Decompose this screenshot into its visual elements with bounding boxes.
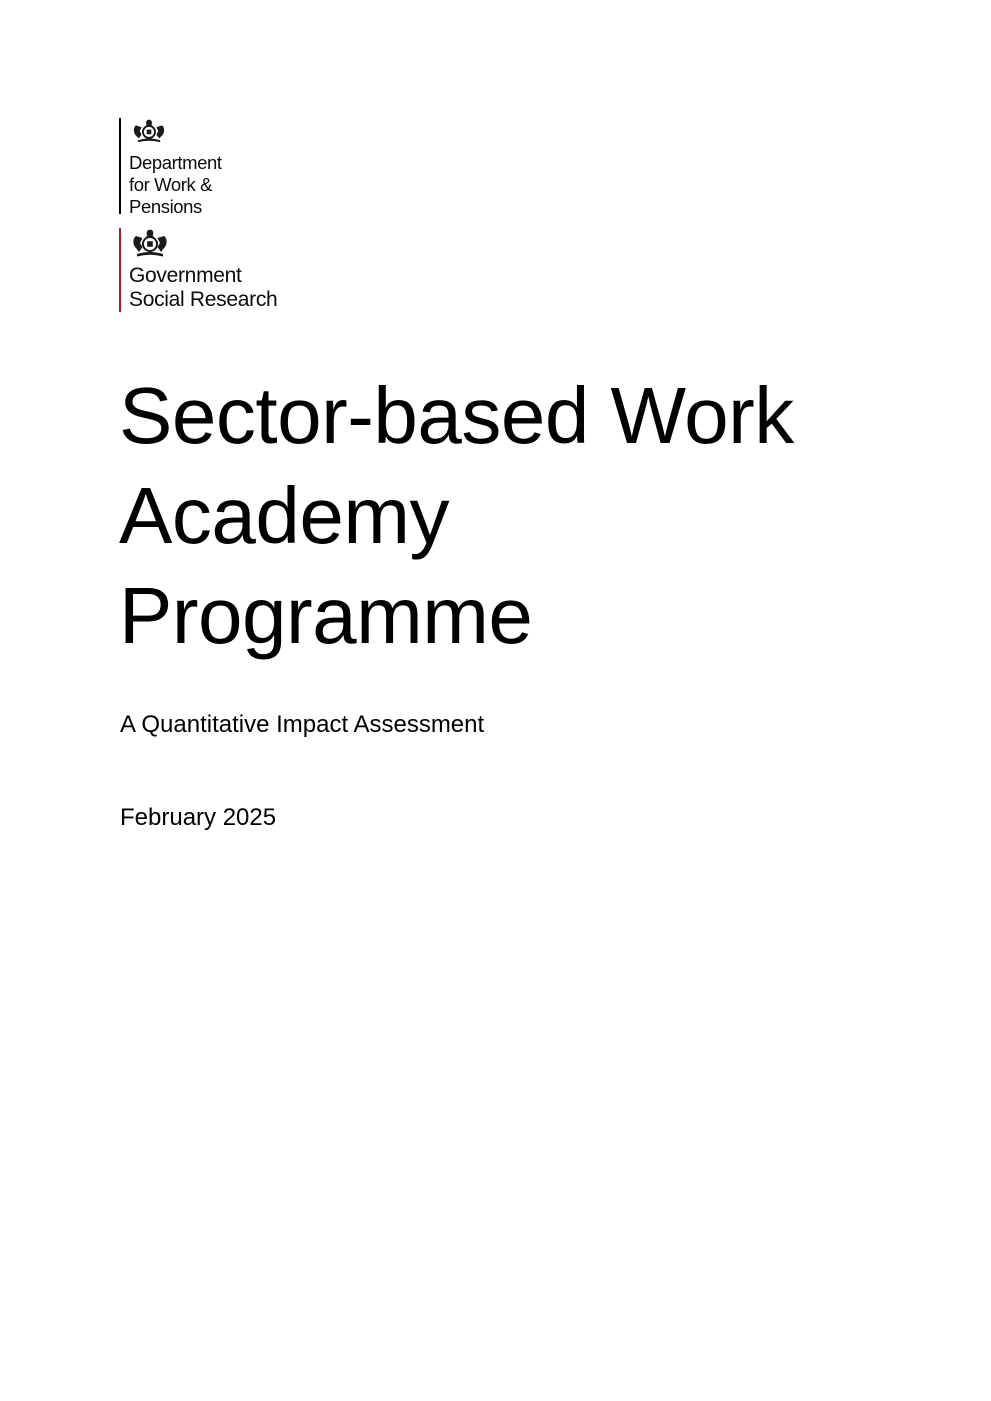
gsr-logo xyxy=(119,228,277,312)
dwp-logo-line: Pensions xyxy=(129,196,202,217)
title-line: Programme xyxy=(119,571,533,660)
gsr-logo-text xyxy=(129,264,277,312)
dwp-logo-line: Department xyxy=(129,152,222,173)
document-title xyxy=(119,366,879,666)
title-line: Sector-based Work xyxy=(119,371,794,460)
dwp-logo-text xyxy=(129,152,222,218)
dwp-logo xyxy=(119,118,222,217)
royal-coat-of-arms-icon xyxy=(130,118,168,144)
gsr-logo-line: Social Research xyxy=(129,288,278,311)
gsr-logo-line: Government xyxy=(129,264,242,287)
dwp-logo-line: for Work & xyxy=(129,174,213,195)
document-subtitle: A Quantitative Impact Assessment xyxy=(120,711,485,738)
title-line: Academy xyxy=(119,471,449,560)
publication-date: February 2025 xyxy=(120,804,277,831)
royal-coat-of-arms-icon xyxy=(130,228,170,258)
